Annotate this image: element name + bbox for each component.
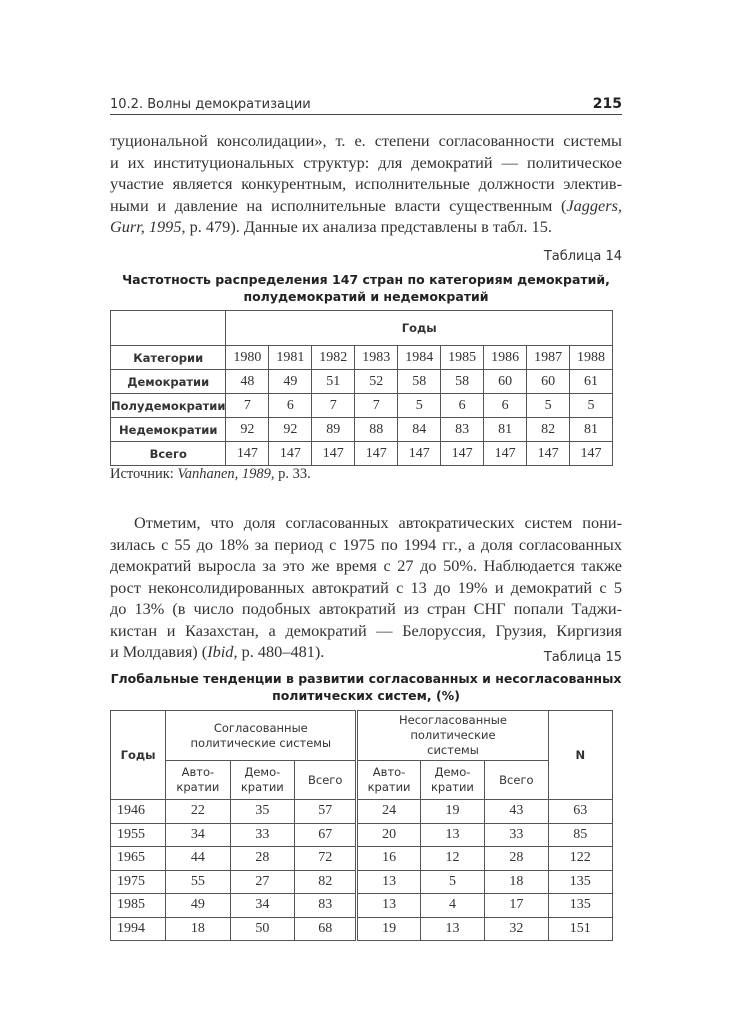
table-15-caption: Глобальные тенденции в развитии согласованных и несогласованных политических систем, (%)	[110, 671, 622, 703]
text-line: участие является конкурентным, исполнительные должности электив-	[110, 174, 622, 193]
years-group-header: Годы	[226, 311, 613, 346]
table-row: Демократии 48 49 51 52 58 58 60 60 61	[111, 370, 613, 394]
paragraph-1	[110, 130, 622, 238]
table-14-source: Источник: Vanhanen, 1989, p. 33.	[110, 466, 311, 482]
sub-header-democracies: Демо- кратии	[420, 761, 484, 800]
text-line: зилась с 55 до 18% за период с 1975 по 1994 гг., а доля согласованных	[110, 534, 622, 554]
table-row: 1985 49 34 83 13 4 17 135	[111, 894, 613, 918]
page-number: 215	[592, 96, 622, 112]
table-row: 1955 34 33 67 20 13 33 85	[111, 823, 613, 847]
table-row: Недемократии 92 92 89 88 84 83 81 82 81	[111, 418, 613, 442]
table-row: 1946 22 35 57 24 19 43 63	[111, 800, 613, 824]
table-row: 1975 55 27 82 13 5 18 135	[111, 870, 613, 894]
table-14-caption: Частотность распределения 147 стран по категориям демократий, полудемократий и недемократий	[122, 272, 610, 304]
table-14-label: Таблица 14	[543, 249, 622, 264]
text-line: Отметим, что доля согласованных автократических систем пони-	[134, 513, 622, 532]
table-15	[110, 710, 613, 941]
empty-header-cell	[111, 311, 226, 346]
table-row: Всего 147 147 147 147 147 147 147 147 147	[111, 442, 613, 466]
text-line: кистан и Казахстан, а демократий — Белоруссия, Грузия, Киргизия	[110, 620, 622, 640]
running-head	[110, 95, 622, 115]
text-line: и Молдавия) (Ibid, p. 480–481).	[110, 642, 325, 661]
citation-author: Gurr, 1995	[110, 217, 182, 236]
text-line: и их институциональных структур: для демократий — политическое	[110, 152, 622, 172]
sub-header-autocracies: Авто- кратии	[357, 761, 420, 800]
citation: Ibid	[207, 642, 234, 661]
text-line: до 13% (в число подобных автократий из стран СНГ попали Таджи-	[110, 599, 622, 618]
text-line: туциональной консолидации», т. е. степени согласованности системы	[110, 131, 622, 150]
text-line: демократий выросла за это же время с 27 до 50%. Наблюдается также	[110, 556, 622, 575]
table-14	[110, 310, 613, 466]
text-line: ными и давление на исполнительные власти существенным (Jaggers,	[110, 195, 622, 215]
sub-header-total: Всего	[295, 761, 357, 800]
chapter-title: 10.2. Волны демократизации	[110, 97, 311, 112]
paragraph-2	[110, 512, 622, 663]
text-line: рост неконсолидированных автократий с 13 до 19% и демократий с 5	[110, 577, 622, 597]
table-row: 1965 44 28 72 16 12 28 122	[111, 847, 613, 871]
table-row: Категории 1980 1981 1982 1983 1984 1985 1986 1987 1988	[111, 346, 613, 370]
sub-header-democracies: Демо- кратии	[230, 761, 294, 800]
citation-author: Jaggers,	[566, 195, 622, 215]
table-15-label: Таблица 15	[543, 650, 622, 665]
text-line: Gurr, 1995, p. 479). Данные их анализа представлены в табл. 15.	[110, 217, 552, 236]
row-header: Категории	[111, 346, 226, 370]
group-header-consistent: Согласованные политические системы	[166, 711, 357, 761]
table-row: Полудемократии 7 6 7 7 5 6 6 5 5	[111, 394, 613, 418]
group-header-inconsistent: Несогласованные политические системы	[357, 711, 548, 761]
sub-header-autocracies: Авто- кратии	[166, 761, 230, 800]
sub-header-total: Всего	[485, 761, 548, 800]
col-header-years: Годы	[111, 711, 166, 800]
table-row: 1994 18 50 68 19 13 32 151	[111, 917, 613, 941]
col-header-n: N	[548, 711, 612, 800]
